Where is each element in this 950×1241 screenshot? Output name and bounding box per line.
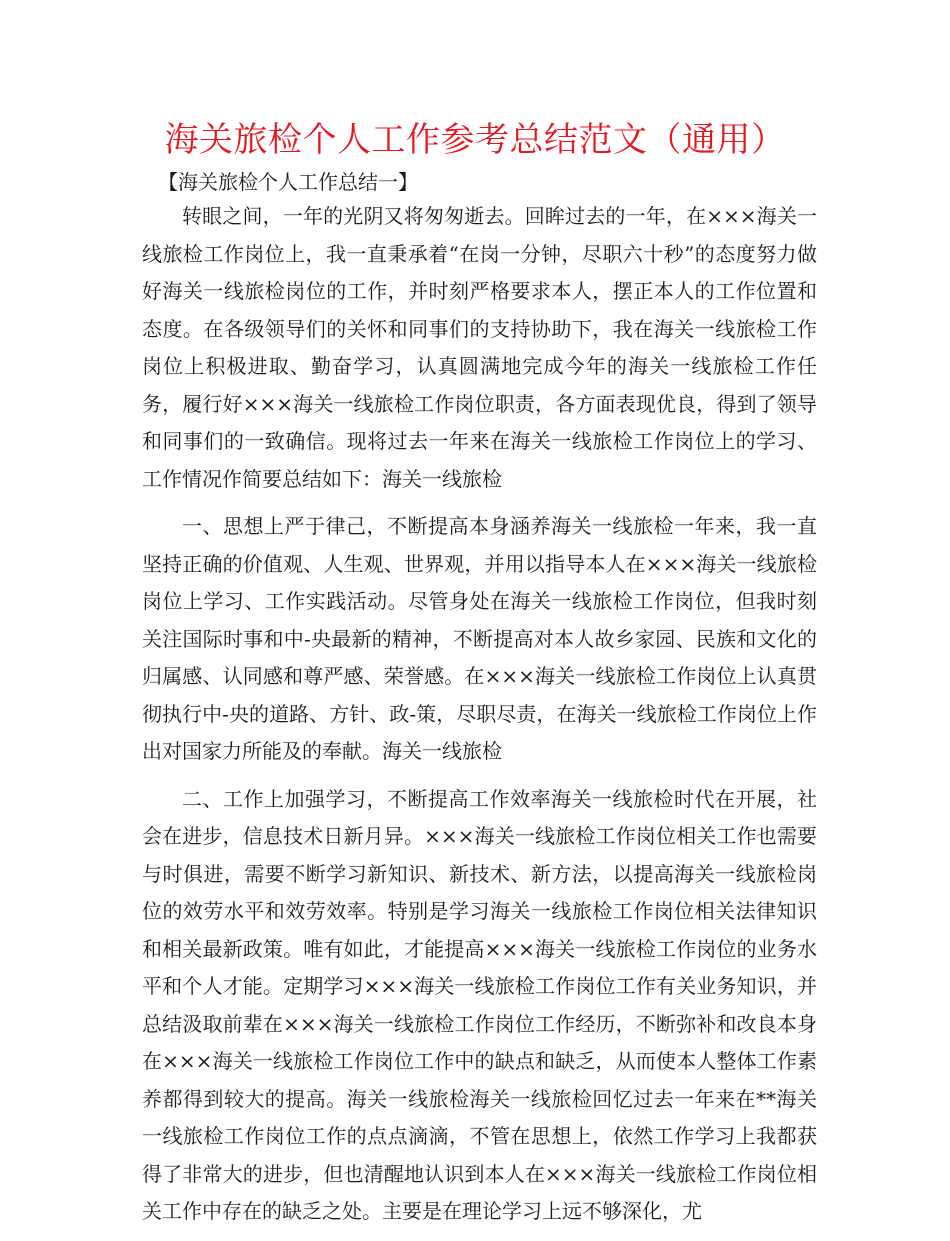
paragraph-section-one: 一、思想上严于律己，不断提高本身涵养海关一线旅检一年来，我一直坚持正确的价值观、人生观、世界观，并用以指导本人在×××海关一线旅检岗位上学习、工作实践活动。尽管身处在海关一线旅检工作岗位，但我时刻关注国际时事和中-央最新的精神，不断提高对本人故乡家园、民族和文化的归属感、认同感和尊严感、荣誉感。在×××海关一线旅检工作岗位上认真贯彻执行中-央的道路、方针、政-策，尽职尽责，在海关一线旅检工作岗位上作出对国家力所能及的奉献。海关一线旅检 xyxy=(142,514,817,763)
document-body xyxy=(142,198,817,1241)
section-subtitle: 【海关旅检个人工作总结一】 xyxy=(158,170,418,194)
paragraph-intro: 转眼之间，一年的光阴又将匆匆逝去。回眸过去的一年，在×××海关一线旅检工作岗位上，我一直秉承着“在岗一分钟，尽职六十秒”的态度努力做好海关一线旅检岗位的工作，并时刻严格要求本人，摆正本人的工作位置和态度。在各级领导们的关怀和同事们的支持协助下，我在海关一线旅检工作岗位上积极进取、勤奋学习，认真圆满地完成今年的海关一线旅检工作任务，履行好×××海关一线旅检工作岗位职责，各方面表现优良，得到了领导和同事们的一致确信。现将过去一年来在海关一线旅检工作岗位上的学习、工作情况作简要总结如下：海关一线旅检 xyxy=(142,204,817,491)
document-title: 海关旅检个人工作参考总结范文（通用） xyxy=(164,120,786,160)
paragraph-section-two: 二、工作上加强学习，不断提高工作效率海关一线旅检时代在开展，社会在进步，信息技术日新月异。×××海关一线旅检工作岗位相关工作也需要与时俱进，需要不断学习新知识、新技术、新方法，以提高海关一线旅检岗位的效劳水平和效劳效率。特别是学习海关一线旅检工作岗位相关法律知识和相关最新政策。唯有如此，才能提高×××海关一线旅检工作岗位的业务水平和个人才能。定期学习×××海关一线旅检工作岗位工作有关业务知识，并总结汲取前辈在×××海关一线旅检工作岗位工作经历，不断弥补和改良本身在×××海关一线旅检工作岗位工作中的缺点和缺乏，从而使本人整体工作素养都得到较大的提高。海关一线旅检海关一线旅检回忆过去一年来在**海关一线旅检工作岗位工作的点点滴滴，不管在思想上，依然工作学习上我都获得了非常大的进步，但也清醒地认识到本人在×××海关一线旅检工作岗位相关工作中存在的缺乏之处。主要是在理论学习上远不够深化，尤 xyxy=(142,786,817,1223)
